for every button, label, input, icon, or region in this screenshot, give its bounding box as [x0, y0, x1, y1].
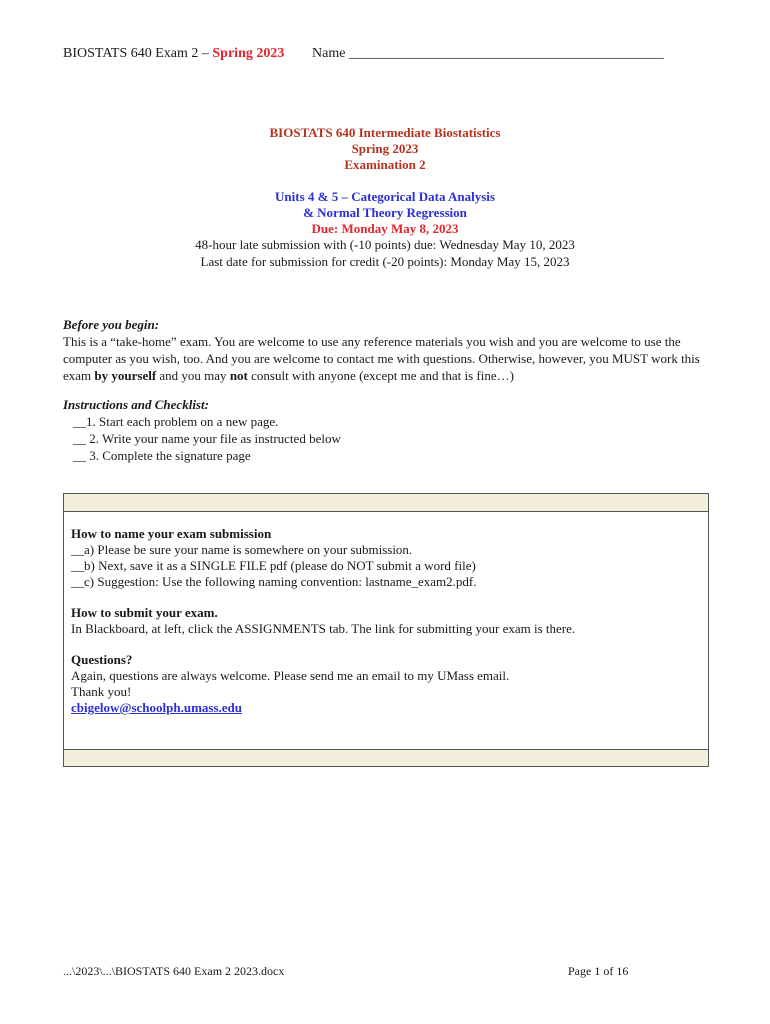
- naming-item-c: __c) Suggestion: Use the following naming convention: lastname_exam2.pdf.: [71, 574, 477, 589]
- info-box-content: [71, 526, 701, 716]
- header-course: [63, 46, 284, 62]
- late-submission-line: 48-hour late submission with (-10 points) due: Wednesday May 10, 2023: [195, 237, 575, 252]
- units-line-1: Units 4 & 5 – Categorical Data Analysis: [275, 189, 495, 204]
- checklist-item-3: __ 3. Complete the signature page: [73, 448, 251, 463]
- footer-page-number: Page 1 of 16: [568, 964, 629, 978]
- questions-text: Again, questions are always welcome. Please send me an email to my UMass email.: [71, 668, 510, 683]
- units-line-2: & Normal Theory Regression: [303, 205, 467, 220]
- thank-you-text: Thank you!: [71, 684, 132, 699]
- naming-item-a: __a) Please be sure your name is somewhere on your submission.: [71, 542, 413, 557]
- checklist-item-2: __ 2. Write your name your file as instructed below: [73, 431, 341, 446]
- header-term: Spring 2023: [212, 46, 285, 61]
- due-date: Due: Monday May 8, 2023: [311, 221, 459, 236]
- instructions-heading: Instructions and Checklist:: [63, 397, 209, 412]
- naming-heading: How to name your exam submission: [71, 526, 272, 541]
- questions-heading: Questions?: [71, 652, 133, 667]
- checklist-item-1: __1. Start each problem on a new page.: [73, 414, 279, 429]
- before-text-part-1: This is a “take-home” exam. You are welcome to use any reference materials you wish and you are welcome to use the computer as you wish, too. And you are welcome to contact me with questions. Otherwise, however, you MUST work this exam: [63, 334, 700, 383]
- before-you-begin-heading: Before you begin:: [63, 317, 160, 332]
- naming-item-b: __b) Next, save it as a SINGLE FILE pdf (please do NOT submit a word file): [71, 558, 476, 573]
- before-you-begin-text: [63, 333, 713, 384]
- before-bold-1: by yourself: [94, 368, 157, 383]
- course-title: BIOSTATS 640 Intermediate Biostatistics: [269, 125, 501, 140]
- submission-info-box: [63, 493, 709, 767]
- exam-title: Examination 2: [344, 157, 426, 172]
- email-link[interactable]: cbigelow@schoolph.umass.edu: [71, 700, 243, 715]
- before-text-part-2: and you may: [156, 368, 230, 383]
- header-course-text: BIOSTATS 640 Exam 2 –: [63, 46, 209, 61]
- info-box-top-band: [64, 494, 708, 512]
- before-you-begin-section: [63, 316, 713, 384]
- header-name-field: Name _____________________________________________: [312, 46, 664, 61]
- footer-file-path: ...\2023\...\BIOSTATS 640 Exam 2 2023.docx: [63, 964, 285, 978]
- info-box-bottom-band: [64, 749, 708, 766]
- term-title: Spring 2023: [351, 141, 419, 156]
- before-bold-2: not: [229, 368, 248, 383]
- submit-text: In Blackboard, at left, click the ASSIGNMENTS tab. The link for submitting your exam is there.: [71, 621, 576, 636]
- before-text-part-3: consult with anyone (except me and that is fine…): [247, 368, 514, 383]
- submit-heading: How to submit your exam.: [71, 605, 218, 620]
- instructions-section: [63, 396, 713, 464]
- last-date-line: Last date for submission for credit (-20 points): Monday May 15, 2023: [200, 254, 570, 269]
